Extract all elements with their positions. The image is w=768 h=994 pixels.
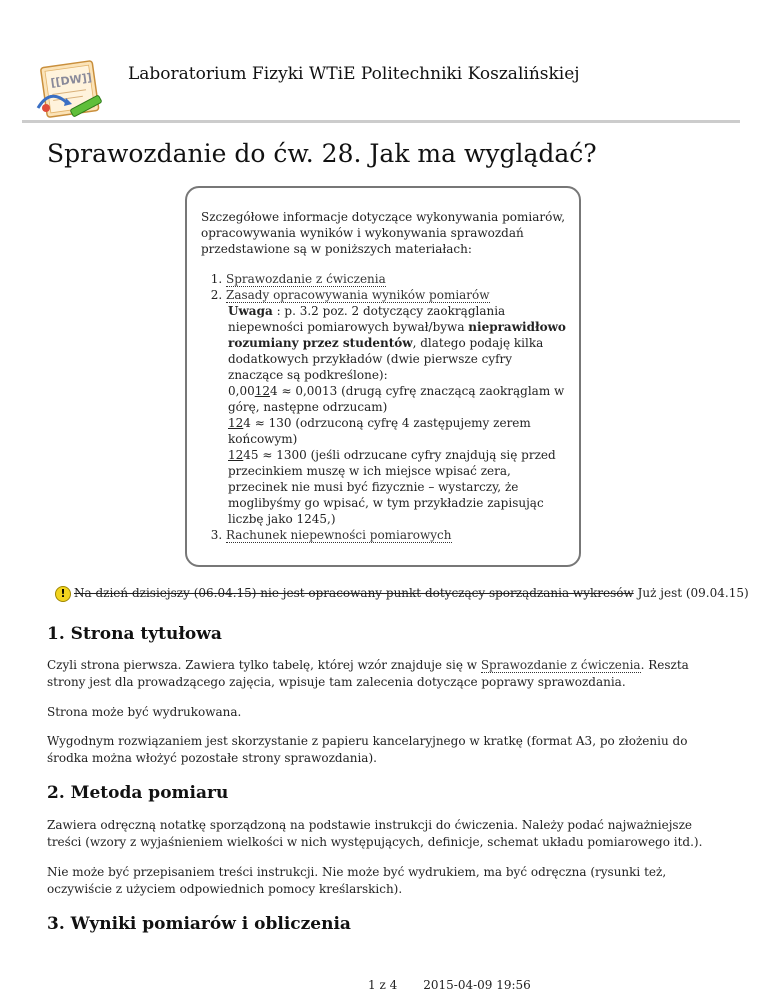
svg-text:[[DW]]: [[DW]]: [49, 70, 93, 90]
paragraph: Wygodnym rozwiązaniem jest skorzystanie z papieru kancelaryjnego w kratkę (format A3, po złożeniu do środka można włożyć pozostałe strony sprawozdania).: [47, 734, 688, 765]
page-number: 1 z 4: [368, 978, 398, 992]
print-datetime: 2015-04-09 19:56: [423, 978, 531, 992]
list-item: [226, 527, 571, 543]
warning-icon: !: [55, 586, 71, 602]
paragraph: Czyli strona pierwsza. Zawiera tylko tabelę, której wzór znajduje się w Sprawozdanie z ćwiczenia. Reszta strony jest dla prowadzącego zajęcia, wpisuje tam zalecenia dotyczące poprawy sprawozdania.: [47, 658, 689, 689]
update-text: Już jest (09.04.15): [633, 586, 749, 600]
link-rachunek-niepewnosci[interactable]: Rachunek niepewności pomiarowych: [226, 528, 452, 542]
paragraph: Nie może być przepisaniem treści instrukcji. Nie może być wydrukiem, ma być odręczna (rysunki też, oczywiście z użyciem odpowiednich pomocy kreślarskich).: [47, 865, 667, 896]
info-intro: Szczegółowe informacje dotyczące wykonywania pomiarów, opracowywania wyników i wykonywania sprawozdań przedstawione są w poniższych materiałach:: [201, 210, 566, 256]
section-heading: 3. Wyniki pomiarów i obliczenia: [47, 914, 351, 934]
link-sprawozdanie[interactable]: Sprawozdanie z ćwiczenia: [226, 272, 386, 286]
link-zasady-opracowywania[interactable]: Zasady opracowywania wyników pomiarów: [226, 288, 490, 302]
paragraph: Strona może być wydrukowana.: [47, 705, 242, 719]
info-box-content: [201, 209, 571, 543]
rounding-note: Uwaga : p. 3.2 poz. 2 dotyczący zaokrąglania niepewności pomiarowych bywał/bywa nieprawidłowo rozumiany przez studentów, dlatego podaję kilka dodatkowych przykładów (dwie pierwsze cyfry znaczące są podkreślone): 0,00124 ≈ 0,0013 (drugą cyfrę znaczącą zaokrąglam w górę, następne odrzucam) 124 ≈ 130 (odrzuconą cyfrę 4 zastępujemy zerem końcowym) 1245 ≈ 1300 (jeśli odrzucane cyfry znajdują się przed przecinkiem muszę w ich miejsce wpisać zera, przecinek nie musi być fizycznie – wystarczy, że moglibyśmy go wpisać, w tym przykładzie zapisując liczbę jako 1245,): [228, 304, 566, 526]
struck-text: Na dzień dzisiejszy (06.04.15) nie jest opracowany punkt dotyczący sporządzania wykresów: [74, 586, 634, 600]
section-heading: 2. Metoda pomiaru: [47, 783, 229, 803]
site-title[interactable]: Laboratorium Fizyki WTiE Politechniki Koszalińskiej: [128, 64, 580, 84]
list-item: [226, 271, 571, 287]
site-header: [22, 56, 740, 118]
header-divider: [22, 120, 740, 123]
link-sprawozdanie-inline[interactable]: Sprawozdanie z ćwiczenia: [480, 658, 641, 672]
page-title: Sprawozdanie do ćw. 28. Jak ma wyglądać?: [47, 139, 597, 168]
warning-notice: [55, 585, 749, 602]
section-heading: 1. Strona tytułowa: [47, 624, 222, 644]
note-label: Uwaga: [228, 304, 273, 318]
materials-list: [201, 271, 571, 543]
print-footer: [368, 978, 557, 992]
dokuwiki-logo[interactable]: [30, 58, 114, 124]
paragraph: Zawiera odręczną notatkę sporządzoną na podstawie instrukcji do ćwiczenia. Należy podać najważniejsze treści (wzory z wyjaśnieniem wielkości w nich występujących, definicje, schemat układu pomiarowego itd.).: [47, 818, 703, 849]
list-item: [226, 287, 571, 527]
